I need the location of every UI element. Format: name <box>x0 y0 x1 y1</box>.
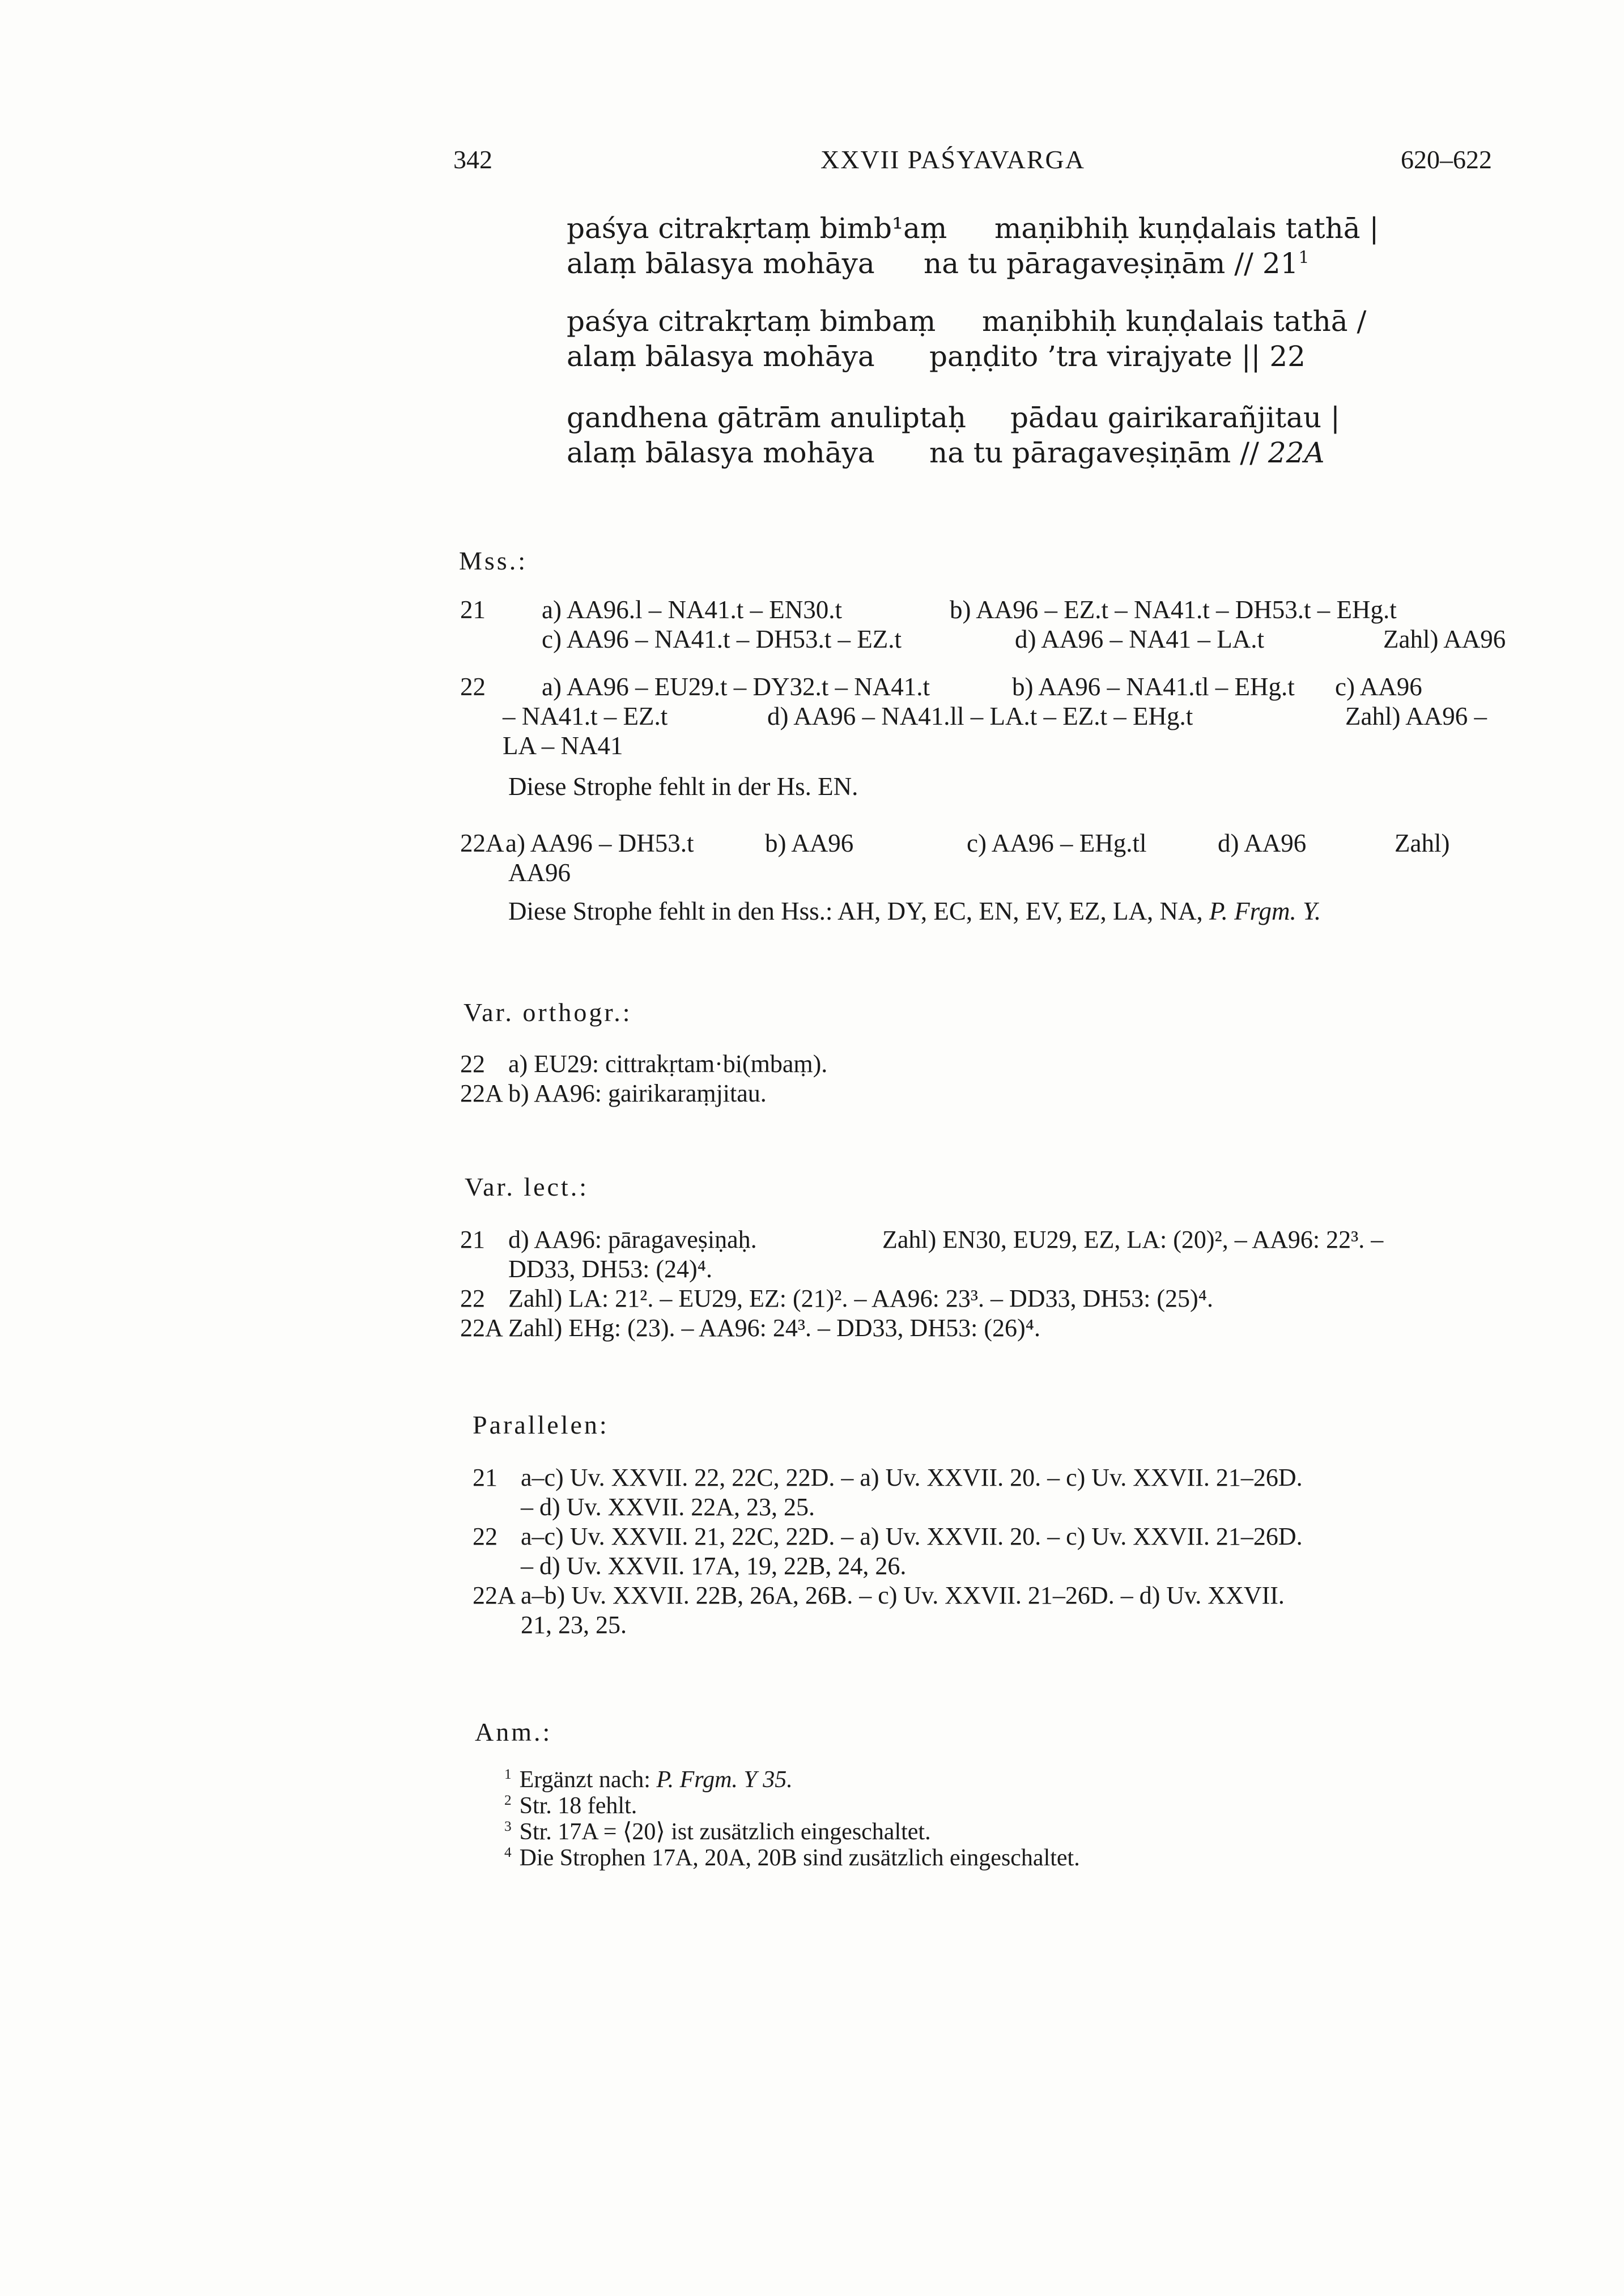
verse-range: 620–622 <box>1401 145 1492 174</box>
mss-22A: 22Aa) AA96 – DH53.t b) AA96 c) AA96 – EHg.tl d) AA96 Zahl) AA96 Diese Strophe fehlt in den Hss.: AH, DY, EC, EN, EV, EZ, LA, NA, P. Frgm. Y. <box>460 829 1450 925</box>
mss-heading: Mss.: <box>459 546 528 575</box>
anm-notes: $^1$ Ergänzt nach: P. Frgm. Y 35. $^2$ Str. 18 fehlt. $^3$ Str. 17A = ⟨20⟩ ist zusätzlich eingeschaltet. $^4$ Die Strophen 17A, 20A, 20B sind zusätzlich eingeschaltet. <box>504 1767 1080 1871</box>
running-title: XXVII PAŚYAVARGA <box>820 145 1086 174</box>
verse-22: paśya citrakṛtaṃ bimbaṃ maṇibhiḥ kuṇḍalais tathā / alaṃ bālasya mohāya paṇḍito ’tra virajyate || 22 <box>567 305 1367 373</box>
parallelen-list: 21 a–c) Uv. XXVII. 22, 22C, 22D. – a) Uv. XXVII. 20. – c) Uv. XXVII. 21–26D. – d) Uv. XXVII. 22A, 23, 25. 22 a–c) Uv. XXVII. 21, 22C, 22D. – a) Uv. XXVII. 20. – c) Uv. XXVII. 21–26D. – d) Uv. XXVII. 17A, 19, 22B, 24, 26. 22A a–b) Uv. XXVII. 22B, 26A, 26B. – c) Uv. XXVII. 21–26D. – d) Uv. XXVII. 21, 23, 25. <box>473 1464 1303 1639</box>
var-lect-heading: Var. lect.: <box>465 1172 589 1201</box>
var-lect-lines: 21 d) AA96: pāragaveṣiṇaḥ. Zahl) EN30, EU29, EZ, LA: (20)², – AA96: 22³. – DD33, DH53: (24)⁴. 22 Zahl) LA: 21². – EU29, EZ: (21)². – AA96: 23³. – DD33, DH53: (25)⁴. 22A Zahl) EHg: (23). – AA96: 24³. – DD33, DH53: (26)⁴. <box>460 1226 1384 1342</box>
var-orthogr-lines: 22 a) EU29: cittrakṛtam·bi(mbaṃ). 22A b) AA96: gairikaraṃjitau. <box>460 1050 828 1107</box>
mss-21: 21 a) AA96.l – NA41.t – EN30.t b) AA96 – EZ.t – NA41.t – DH53.t – EHg.t c) AA96 – NA41.t – DH53.t – EZ.t d) AA96 – NA41 – LA.t Zahl) AA96 <box>460 596 1506 653</box>
page-number: 342 <box>453 145 492 174</box>
var-orthogr-heading: Var. orthogr.: <box>464 998 632 1027</box>
mss-22-note: Diese Strophe fehlt in der Hs. EN. <box>508 772 858 801</box>
mss-22: 22 a) AA96 – EU29.t – DY32.t – NA41.t b) AA96 – NA41.tl – EHg.t c) AA96 – NA41.t – EZ.t d) AA96 – NA41.ll – LA.t – EZ.t – EHg.t Zahl) AA96 – LA – NA41 Diese Strophe fehlt in der Hs. EN. <box>460 673 1487 801</box>
verse-22A: gandhena gātrām anuliptaḥ pādau gairikarañjitau | alaṃ bālasya mohāya na tu pāragaveṣiṇām // 22A <box>567 401 1340 469</box>
anm-heading: Anm.: <box>475 1717 552 1746</box>
verse-21: paśya citrakṛtaṃ bimb¹aṃ maṇibhiḥ kuṇḍalais tathā | alaṃ bālasya mohāya na tu pāragaveṣiṇām // $21^1$ <box>567 212 1379 280</box>
parallelen-heading: Parallelen: <box>473 1410 609 1439</box>
mss-22A-note: Diese Strophe fehlt in den Hss.: AH, DY, EC, EN, EV, EZ, LA, NA, <box>508 897 1209 925</box>
